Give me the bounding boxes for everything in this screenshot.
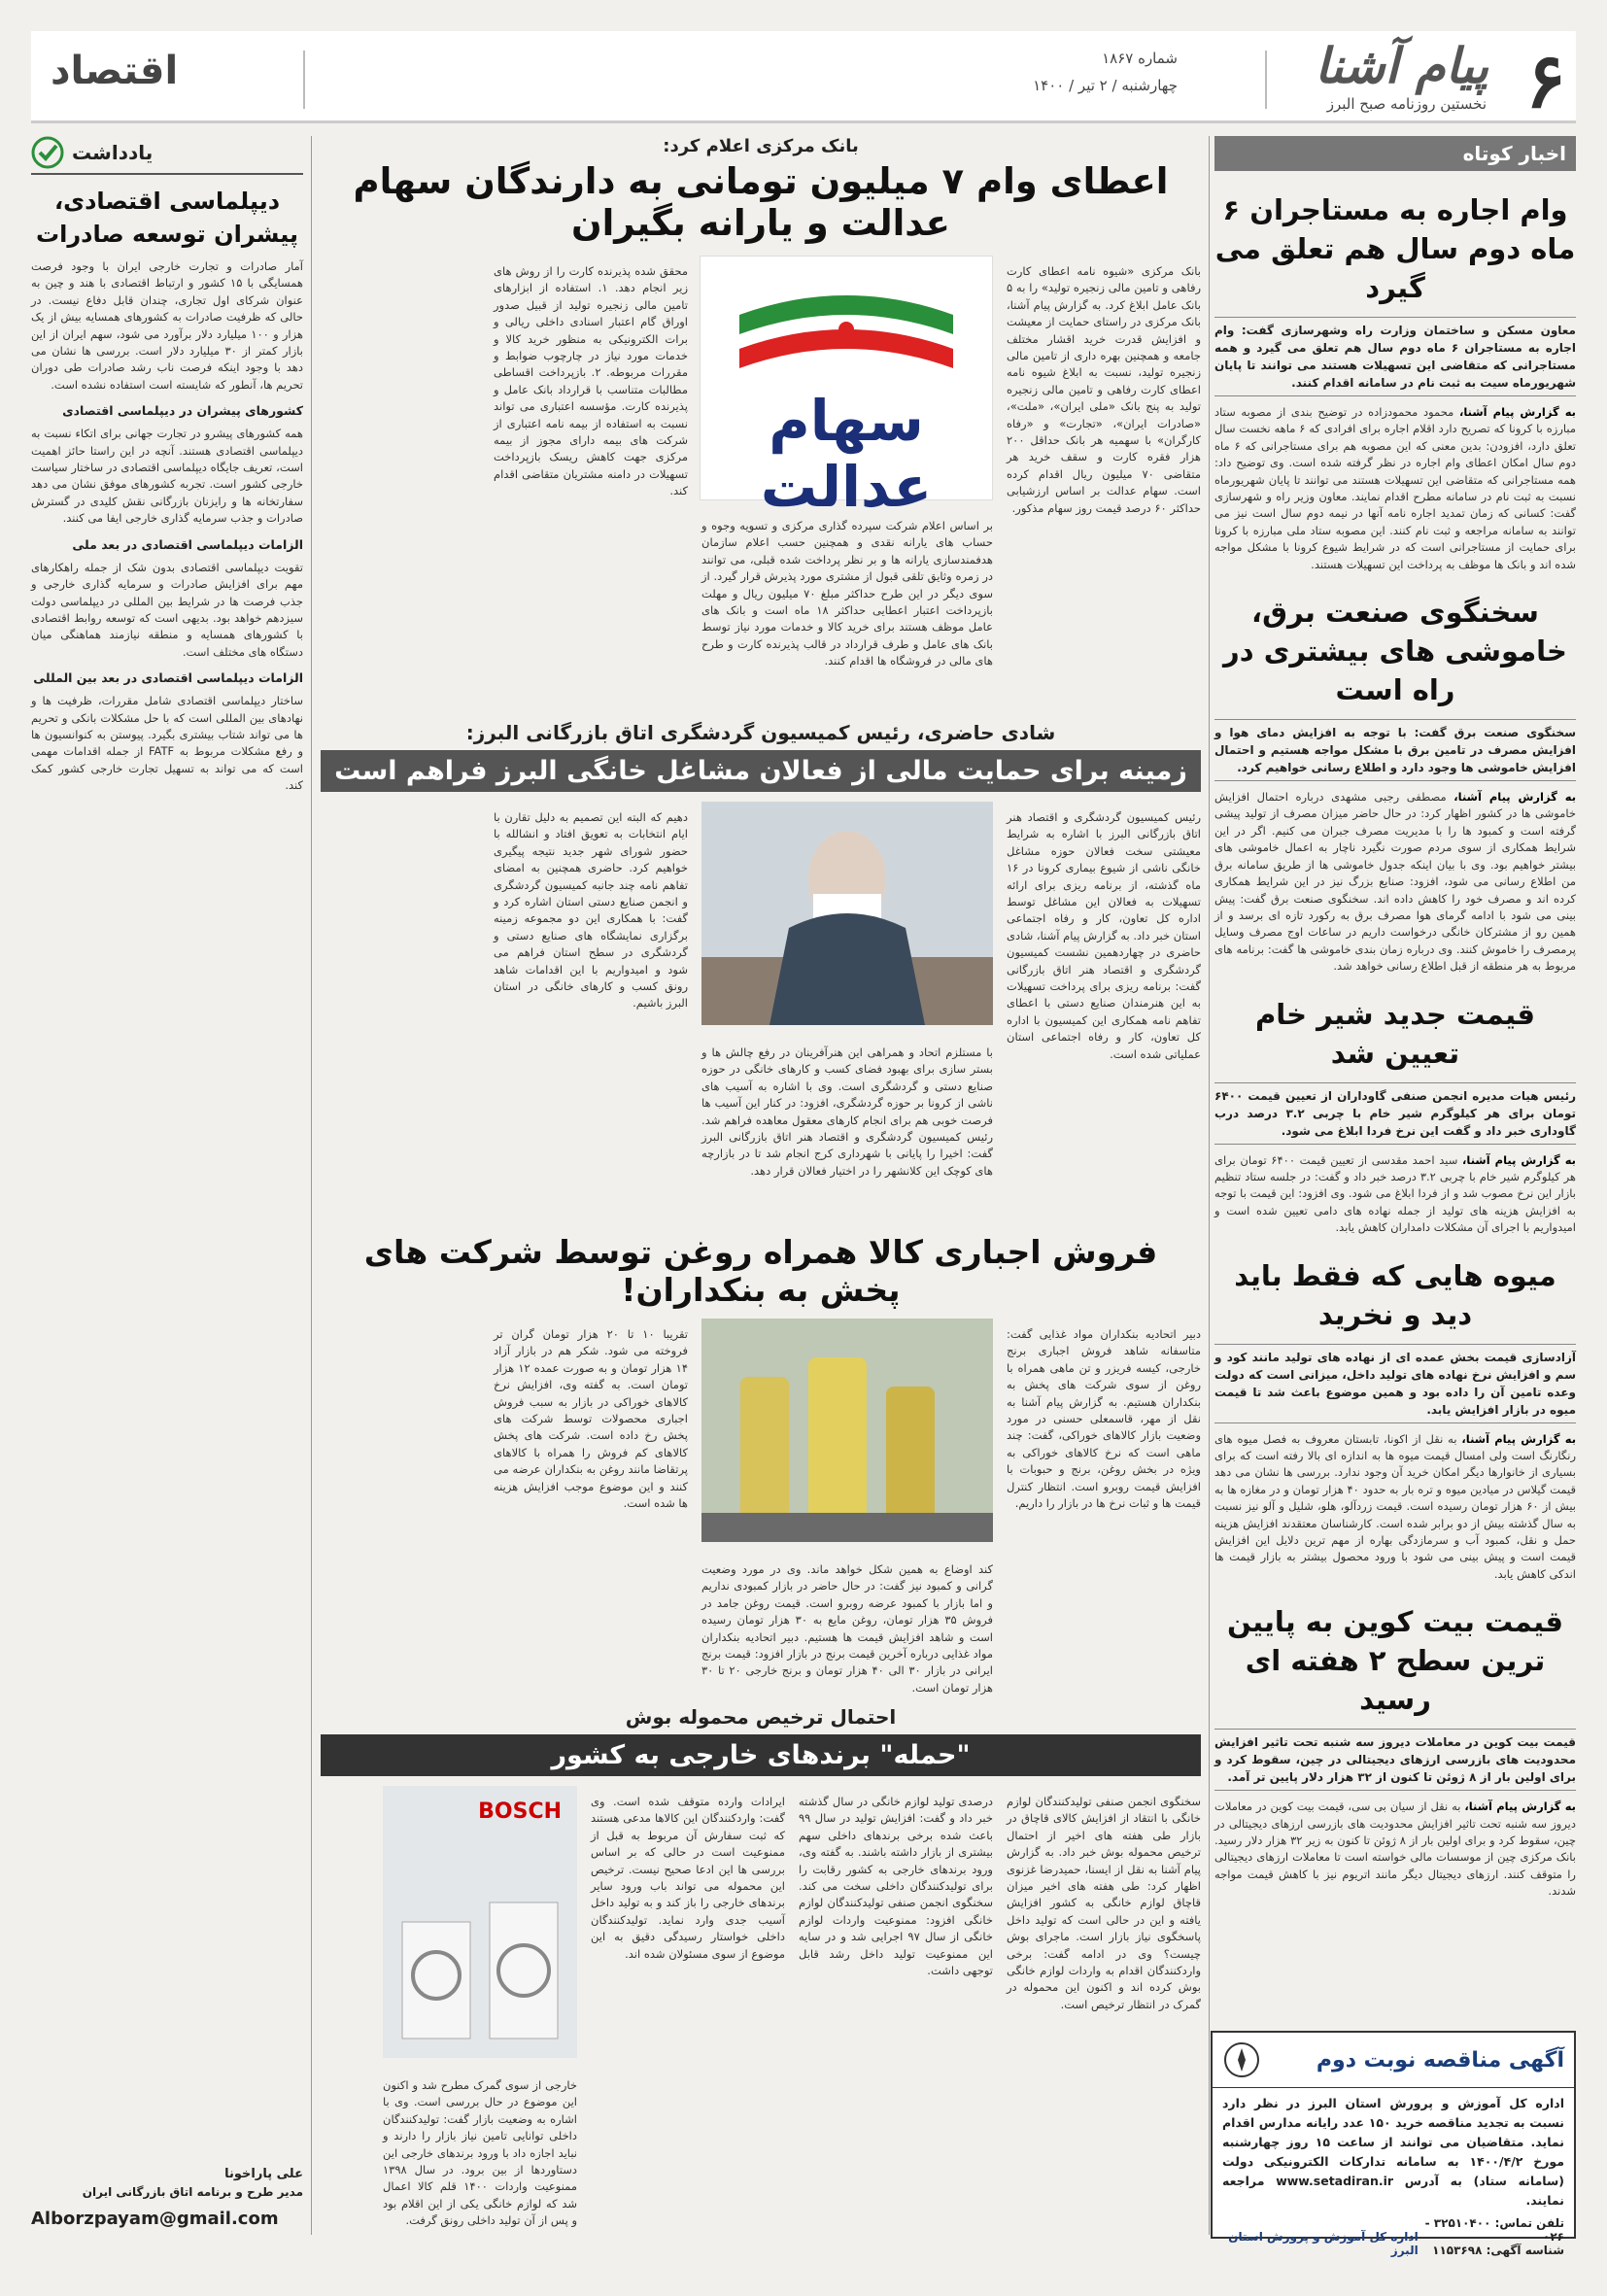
note-author-role: مدیر طرح و برنامه اتاق بازرگانی ایران bbox=[82, 2185, 303, 2199]
story-supertitle: شادی حاضری، رئیس کمیسیون گردشگری اتاق بازرگانی البرز: bbox=[465, 721, 1056, 744]
ad-org: اداره کل آموزش و پرورش استان البرز bbox=[1228, 2230, 1419, 2257]
column-divider bbox=[1209, 136, 1210, 2235]
note-author: علی پاراخونا bbox=[224, 2167, 303, 2181]
divider bbox=[303, 51, 305, 109]
story3-col1: دبیر اتحادیه بنکداران مواد غذایی گفت: متاسفانه شاهد فروش اجباری برنج خارجی، کیسه فریزر و تن ماهی همراه با روغن از سوی شرکت های پخش به بنکداران هستیم. به گزارش پیام آشنا به نقل از مهر، قاسمعلی حسنی در مورد وضعیت بازار کالاهای خوراکی، گفت: چند ماهی است که نرخ کالاهای خوراکی به ویژه در بخش روغن، برنج و حبوبات با افزایش قیمت روبرو است. انتظار کنترل قیمت ها و ثبات نرخ ها در بازار را داریم. bbox=[1007, 1327, 1201, 1511]
story-title: "حمله" برندهای خارجی به کشور bbox=[321, 1734, 1201, 1776]
story2-col1: رئیس کمیسیون گردشگری و اقتصاد هنر اتاق بازرگانی البرز با اشاره به شرایط معیشتی سخت فعالان حوزه مشاغل خانگی ناشی از شیوع بیماری کرونا در ۱۶ ماه گذشته، از برنامه ریزی برای ارائه تسهیلات به فعالان این مشاغل توسط اداره کل تعاون، کار و رفاه اجتماعی استان خبر داد. به گزارش پیام آشنا، شادی حاضری در چهاردهمین نشست کمیسیون گردشگری و اقتصاد هنر اتاق بازرگانی گفت: برنامه ریزی برای پرداخت تسهیلات به این هنرمندان صنایع دستی با اعطای تفاهم نامه همکاری این کمیسیون با اداره کل تعاون، کار و رفاه اجتماعی استان عملیاتی شده است. bbox=[1007, 810, 1201, 1061]
divider bbox=[1265, 51, 1267, 109]
note-subheading: کشورهای پیشران در دیپلماسی اقتصادی bbox=[62, 403, 303, 419]
article-lead: معاون مسکن و ساختمان وزارت راه وشهرسازی گفت: وام اجاره به مستاجران ۶ ماه دوم سال هم تعلق می گیرد و همه مستاجرانی که متقاضی این تسهیلات هستند می توانند تا پایان شهریورماه سیت به ثبت نام در سامانه اقدام کنند. bbox=[1214, 317, 1576, 396]
story2-col2: با مستلزم اتحاد و همراهی این هنرآفرینان در رفع چالش ها و بستر سازی برای بهبود فضای کسب و کارهای خانگی در حوزه صنایع دستی و گردشگری است. وی با اشاره به آسیب های ناشی از کرونا بر حوزه گردشگری، افزود: در کنار این آسیب ها فرصت خوبی هم برای انجام کارهای معقول معاهده فراهم شد. رئیس کمیسیون گردشگری و اقتصاد هنر اتاق بازرگانی البرز گفت: اخیرا را پایانی با شهرداری کرج انجام شد تا در بازارچه های کوچک این کلانشهر را در اختیار فعالان قرار دهد. bbox=[701, 1045, 993, 1178]
article-title: وام اجاره به مستاجران ۶ ماه دوم سال هم تعلق می گیرد bbox=[1214, 193, 1576, 304]
section-title: اقتصاد bbox=[51, 49, 179, 93]
main-story-col1: بانک مرکزی «شیوه نامه اعطای کارت رفاهی و تامین مالی زنجیره تولید» را به ۵ بانک عامل ابلاغ کرد. به گزارش پیام آشنا، بانک مرکزی در راستای حمایت از معیشت و افزایش قدرت خرید اقشار مختلف جامعه و همچنین بهره داری از تامین مالی زنجیره تولید، نسبت به ابلاغ شیوه نامه اعطای کارت رفاهی و تامین مالی زنجیره تولید به پنج بانک «ملی ایران»، «ملت»، «صادرات ایران»، «تجارت» و «رفاه کارگران» با سهمیه هر بانک حداقل ۲۰۰ هزار فقره کارت و سقف خرید هر متقاضی ۷۰ میلیون ریال اقدام کرده است. سهام عدالت بر اساس ارزشیابی حداکثر ۶۰ درصد قیمت روز سهام مذکور. bbox=[1007, 264, 1201, 515]
page-number: ۶ bbox=[1525, 37, 1566, 125]
article-title: قیمت جدید شیر خام تعیین شد bbox=[1255, 997, 1535, 1070]
note-paragraph: ساختار دیپلماسی اقتصادی شامل مقررات، ظرفیت ها و نهادهای بین المللی است که با حل مشکلات بانکی و تحریم ها می تواند شتاب بیشتری بگیرد. پیوستن به کنوانسیون ها و رفع مشکلات مربوط به FATF از جمله اقدامات مهمی است که می تواند به تسهیل تجارت خارجی کشور کمک کند. bbox=[31, 694, 303, 793]
speaker-photo bbox=[701, 802, 993, 1025]
article-lead: سخنگوی صنعت برق گفت: با توجه به افزایش دمای هوا و افزایش مصرف در تامین برق با مشکل مواجه هستیم و احتمال افزایش خاموشی ها وجود دارد و اطلاع رسانی خواهیم کرد. bbox=[1214, 719, 1576, 781]
article-lead: رئیس هیات مدیره انجمن صنفی گاوداران از تعیین قیمت ۶۴۰۰ تومان برای هر کیلوگرم شیر خام با چربی ۳.۲ درصد درب گاوداری خبر داد و گفت این نرخ فردا ابلاغ می شود. bbox=[1214, 1082, 1576, 1145]
article-title: قیمت بیت کوین به پایین ترین سطح ۲ هفته ای رسید bbox=[1227, 1605, 1563, 1717]
note-paragraph: آمار صادرات و تجارت خارجی ایران با وجود فرصت همسایگی با ۱۵ کشور و ارتباط اقتصادی با هند و چین به عنوان شرکای اول تجاری، چندان قابل دفاع نیست. در حالی که ظرفیت صادرات به کشورهای همسایه بیش از یک هزار و ۱۰۰ میلیارد دلار برآورد می شود، سهم ایران از این بازار کمتر از ۳۰ میلیارد دلار است. بررسی ها نشان می دهد با وجود اینکه فرصت ناب رشد صادرات طی دوران تحریم ها، آنطور که شایسته است استفاده نشده است. bbox=[31, 259, 303, 392]
tagline: نخستین روزنامه صبح البرز bbox=[1326, 95, 1487, 113]
story4-col1: سخنگوی انجمن صنفی تولیدکنندگان لوازم خانگی با انتقاد از افزایش کالای قاچاق در بازار طی هفته های اخیر از احتمال ترخیص محموله بوش خبر داد. به گزارش پیام آشنا به نقل از ایسنا، حمیدرضا غزنوی اظهار کرد: طی هفته های اخیر میزان قاچاق لوازم خانگی به کشور افزایش یافته و این در حالی است که تولید داخل پاسخگوی نیاز بازار است. ماجرای بوش چیست؟ وی در ادامه گفت: برخی واردکنندگان اقدام به واردات لوازم خانگی بوش کرده اند و اکنون این محموله در گمرک در انتظار ترخیص است. bbox=[1007, 1795, 1201, 2011]
article-body: به گزارش پیام آشنا، سید احمد مقدسی از تعیین قیمت ۶۴۰۰ تومان برای هر کیلوگرم شیر خام با چربی ۳.۲ درصد خبر داد و گفت: در جلسه ستاد تنظیم بازار این نرخ مصوب شد و از فردا ابلاغ می شود. وی افزود: این قیمت با توجه به افزایش هزینه های تولید از جمله نهاده های دامی تعیین شده است و امیدواریم با اجرای آن مشکلات دامداران کاهش یابد. bbox=[1214, 1152, 1576, 1235]
newspaper-logo: پیام آشنا bbox=[1315, 37, 1488, 94]
story3-col2: کند اوضاع به همین شکل خواهد ماند. وی در مورد وضعیت گرانی و کمبود نیز گفت: در حال حاضر در بازار کمبودی نداریم و اما بازار با کمبود عرضه روبرو است. قیمت روغن جامد در فروش ۳۵ هزار تومان، روغن مایع به ۳۰ هزار تومان رسیده است و شاهد افزایش قیمت ها هستیم. دبیر اتحادیه بنکداران مواد غذایی درباره آخرین قیمت برنج در بازار افزود: قیمت برنج ایرانی در بازار ۳۰ الی ۴۰ هزار تومان و برنج خارجی ۲۰ تا ۳۰ هزار تومان است. bbox=[701, 1562, 994, 1695]
sahame-edalat-logo bbox=[700, 256, 993, 520]
note-title: دیپلماسی اقتصادی، پیشران توسعه صادرات bbox=[35, 188, 299, 248]
editorial-column bbox=[31, 136, 303, 795]
article-lead: قیمت بیت کوین در معاملات دیروز سه شنبه تحت تاثیر افزایش محدودیت های بازرسی ارزهای دیجیتالی در چین، سقوط کرد و برای اولین بار از ۸ ژوئن تا کنون از ۳۲ هزار دلار پایین تر آمد. bbox=[1214, 1729, 1576, 1791]
emblem-icon bbox=[1222, 2040, 1261, 2079]
column-divider bbox=[311, 136, 312, 2235]
story-foreign-brands bbox=[321, 1705, 1201, 2252]
story-title: فروش اجباری کالا همراه روغن توسط شرکت های پخش به بنکداران! bbox=[363, 1233, 1158, 1309]
checkmark-icon bbox=[31, 136, 64, 169]
ad-code: شناسه آگهی: ۱۱۵۳۶۹۸ bbox=[1432, 2244, 1564, 2257]
story-forced-sales bbox=[321, 1229, 1201, 1746]
article-title: سخنگوی صنعت برق، خاموشی های بیشتری در راه است bbox=[1223, 596, 1567, 707]
story2-col3: دهیم که البته این تصمیم به دلیل تقارن با ایام انتخابات به تعویق افتاد و انشالله با حضور شورای شهر جدید نتیجه پیگیری خواهیم کرد. حاضری همچنین به امضای تفاهم نامه چند جانبه کمیسیون گردشگری و انجمن صنایع دستی استان اشاره کرد و گفت: با همکاری این دو مجموعه زمینه برگزاری نمایشگاه های صنایع دستی و گردشگری در سطح استان فراهم می شود و امیدواریم با این اقدامات شاهد رونق کسب و کارهای خانگی در استان البرز باشیم. bbox=[494, 810, 688, 1011]
story-supertitle: بانک مرکزی اعلام کرد: bbox=[663, 136, 859, 156]
contact-email[interactable]: Alborzpayam@gmail.com bbox=[31, 2209, 279, 2229]
article-body: به گزارش پیام آشنا، محمود محمودزاده در توضیح بندی از مصوبه ستاد مبارزه با کرونا که تصریح دارد اقلام اجاره برای افرادی که ۶ ماهه نخست سال تعلق دارد، افزودن: بدین معنی که این مصوبه هم برای مستاجرانی که ۶ ماه دوم سال امکان اعطای وام اجاره در نظر گرفته شده است. وی توضیح داد: همه مستاجرانی که متقاضی این تسهیلات هستند می توانند تا پایان شهریورماه نسبت به ثبت نام در سامانه مطرح اقدام نمایند. معاون وزیر راه و شهرسازی گفت: کسانی که زمان تمدید اجاره نامه آنها در نیمه دوم سال است نیز می توانند به سامانه مراجعه و ثبت نام کنند. این مصوبه ستاد ملی مبارزه با کرونا برای حمایت از مستاجرانی است که در شرایط شیوع کرونا با مشکل مواجه شده اند و بانک ها موظف به پرداخت این تسهیلات هستند. bbox=[1214, 405, 1577, 571]
ad-text: اداره کل آموزش و پرورش استان البرز در نظر دارد نسبت به تجدید مناقصه خرید ۱۵۰ عدد رایانه مدارس اقدام نماید. متقاضیان می توانند از ساعت ۱۵ روز چهارشنبه مورخ ۱۴۰۰/۴/۲ به سامانه تدارکات الکترونیکی دولت (سامانه ستاد) به آدرس www.setadiran.ir مراجعه نمایند. bbox=[1222, 2096, 1565, 2208]
note-subheading: الزامات دیپلماسی اقتصادی در بعد ملی bbox=[72, 536, 303, 552]
note-paragraph: تقویت دیپلماسی اقتصادی بدون شک از جمله راهکارهای مهم برای افزایش صادرات و سرمایه گذاری خارجی و جذب فرصت ها در شرایط بین المللی در دیپلماسی دولت سیزدهم خواهد بود. بدیهی است که توسعه روابط اقتصادی با کشورهای همسایه و منطقه نیازمند هماهنگی میان دستگاه های مختلف است. bbox=[31, 560, 303, 659]
main-story-col2: بر اساس اعلام شرکت سپرده گذاری مرکزی و تسویه وجوه و حساب های یارانه نقدی و همچنین حسب اعلام سازمان هدفمندسازی یارانه ها و بر نظر پرداخت شده قبلی، می توانند در زمره وثایق تلقی قبول از مشتری مورد پذیرش قرار گیرد. از سوی دیگر در این طرح حداکثر مبلغ ۷۰ میلیون ریال و مهلت بازپرداخت اعتبار اعطایی حداکثر ۱۸ ماه است و بانک های عامل موظف هستند برای خرید کالا و خدمات مورد نیاز توسط بانک های عامل و طرف قرارداد در قالب پذیرنده کارت و طرح های مالی در فروشگاه ها اقدام کنند. bbox=[701, 519, 993, 668]
article-lead: آزادسازی قیمت بخش عمده ای از نهاده های تولید مانند کود و سم و افزایش نرخ نهاده های تولید داخل، میزانی است که دولت وعده تامین آن را داده بود و همین موضوع باعث شد تا قیمت میوه در بازار افزایش یابد. bbox=[1214, 1344, 1576, 1423]
note-subheading: الزامات دیپلماسی اقتصادی در بعد بین المللی bbox=[33, 670, 303, 686]
main-story-col3: محقق شده پذیرنده کارت را از روش های زیر انجام دهد. ۱. استفاده از ابزارهای تامین مالی زنجیره تولید از قبیل صدور اوراق گام اعتبار اسنادی داخلی ریالی و برات الکترونیکی به منظور خرید کالا و خدمات مورد نیاز در چارچوب ضوابط و مقررات مربوطه. ۲. بازپرداخت اقساطی مطالبات متناسب با قرارداد بانک عامل و پذیرنده کارت. مؤسسه اعتباری می تواند نسبت به استفاده از بیمه نامه اعتباری از شرکت های بیمه دارای مجوز از بیمه مرکزی جهت کاهش ریسک بازپرداخت تسهیلات در دامنه مشتریان متقاضی اقدام کند. bbox=[494, 264, 688, 498]
tender-ad bbox=[1211, 2031, 1576, 2257]
story-title: اعطای وام ۷ میلیون تومانی به دارندگان سهام عدالت و یارانه بگیران bbox=[353, 160, 1169, 244]
short-news-column bbox=[1214, 136, 1576, 1901]
issue-number: شماره ۱۸۶۷ bbox=[1102, 50, 1178, 67]
story4-col3: ایرادات وارده متوقف شده است. وی گفت: واردکنندگان این کالاها مدعی هستند که ثبت سفارش آن مربوط به قبل از ممنوعیت است در حالی که بر اساس بررسی ها این ادعا صحیح نیست. ترخیص این محموله می تواند باب ورود سایر برندهای خارجی را باز کند و به تولید داخل آسیب جدی وارد نماید. تولیدکنندگان داخلی خواستار رسیدگی دقیق به این موضوع از سوی مسئولان شده اند. bbox=[591, 1795, 785, 1961]
note-author-block bbox=[31, 2167, 303, 2229]
ad-phone: تلفن تماس: ۳۲۵۱۰۴۰۰ - ۰۲۶ bbox=[1424, 2216, 1564, 2244]
story4-col4: خارجی از سوی گمرک مطرح شد و اکنون این موضوع در حال بررسی است. وی با اشاره به وضعیت بازار گفت: تولیدکنندگان داخلی توانایی تامین نیاز بازار را دارند و نباید اجازه داد با ورود برندهای خارجی این دستاوردها از بین برود. در سال ۱۳۹۸ ممنوعیت واردات ۱۴۰۰ قلم کالا اعمال شد که لوازم خانگی یکی از این اقلام بود و پس از آن تولید داخلی رونق گرفت. bbox=[383, 2078, 577, 2228]
article-body: به گزارش پیام آشنا، به نقل از اکونا، تابستان معروف به فصل میوه های رنگارنگ است ولی امسال قیمت میوه ها به اندازه ای بالا رفته است که برای بسیاری از خانوارها دیگر امکان خرید آن وجود ندارد. بررسی ها نشان می دهد قیمت گیلاس در میادین میوه و تره بار به حدود ۴۰ هزار تومان و در مغازه ها به بیش از ۶۰ هزار تومان رسیده است. قیمت زردآلو، هلو، شلیل و آلو نیز نسبت به سال گذشته بیش از دو برابر شده است. کارشناسان معتقدند افزایش هزینه حمل و نقل، کمبود آب و سرمازدگی بهاره از مهم ترین دلایل این افزایش قیمت است و پیش بینی می شود با ورود محصول بیشتر به بازار قیمت ها اندکی کاهش یابد. bbox=[1214, 1431, 1577, 1581]
story-handicrafts bbox=[321, 721, 1201, 1229]
story4-col2: درصدی تولید لوازم خانگی در سال گذشته خبر داد و گفت: افزایش تولید در سال ۹۹ باعث شده برخی برندهای داخلی سهم بیشتری از بازار داشته باشند. به گفته وی، ورود برندهای خارجی به کشور رقابت را برای تولیدکنندگان داخلی سخت می کند. سخنگوی انجمن صنفی تولیدکنندگان لوازم خانگی افزود: ممنوعیت واردات لوازم خانگی از سال ۹۷ اجرایی شد و در سایه این ممنوعیت تولید داخل رشد قابل توجهی داشت. bbox=[799, 1795, 993, 1978]
note-paragraph: همه کشورهای پیشرو در تجارت جهانی برای اتکاء نسبت به دیپلماسی اقتصادی هستند. آنچه در این راستا حائز اهمیت است، تعریف جایگاه دیپلماسی اقتصادی در ساختار سیاست خارجی کشور است. تجربه کشورهای موفق نشان می دهد سفارتخانه ها و رایزنان بازرگانی نقش کلیدی در گسترش صادرات و جذب سرمایه گذاری خارجی ایفا می کنند. bbox=[31, 427, 303, 526]
issue-date: چهارشنبه / ۲ تیر / ۱۴۰۰ bbox=[1033, 77, 1178, 94]
main-story bbox=[321, 136, 1201, 741]
note-label: یادداشت bbox=[72, 141, 154, 164]
article-title: میوه هایی که فقط باید دید و نخرید bbox=[1234, 1258, 1556, 1331]
story-supertitle: احتمال ترخیص محموله بوش bbox=[625, 1705, 897, 1729]
logo-text: سهام عدالت bbox=[760, 388, 933, 520]
article-body: به گزارش پیام آشنا، به نقل از سیان بی سی، قیمت بیت کوین در معاملات دیروز سه شنبه تحت تاثیر افزایش محدودیت های بازرسی ارزهای دیجیتالی در چین، سقوط کرد و برای اولین بار از ۸ ژوئن تا کنون به زیر ۳۲ هزار دلار رسید. بانک مرکزی چین از موسسات مالی خواسته است تا معاملات ارزهای دیجیتالی را متوقف کنند. ارزهای دیجیتال دیگر مانند اتریوم نیز با کاهش قیمت مواجه شدند. bbox=[1214, 1799, 1577, 1899]
appliances-photo bbox=[383, 1786, 577, 2058]
story3-col3: تقریبا ۱۰ تا ۲۰ هزار تومان گران تر فروخته می شود. شکر هم در بازار آزاد ۱۴ هزار تومان و به صورت عمده ۱۲ هزار تومان است. به گفته وی، افزایش نرخ کالاهای خوراکی در بازار به سبب فروش اجباری محصولات توسط شرکت های پخش رخ داده است. شرکت های پخش کالاهای کم فروش را همراه با کالاهای پرتقاضا مانند روغن به بنکداران عرضه می کنند و این موضوع موجب افزایش هزینه ها شده است. bbox=[494, 1327, 688, 1511]
note-header bbox=[31, 136, 303, 175]
brand-label: BOSCH bbox=[478, 1799, 562, 1824]
short-news-heading: اخبار کوتاه bbox=[1214, 136, 1576, 171]
ad-title: آگهی مناقصه نوبت دوم bbox=[1316, 2047, 1564, 2073]
story-title: زمینه برای حمایت مالی از فعالان مشاغل خانگی البرز فراهم است bbox=[321, 750, 1201, 792]
article-body: به گزارش پیام آشنا، مصطفی رجبی مشهدی درباره احتمال افزایش خاموشی ها در کشور اظهار کرد: در حال حاضر میزان مصرف از تولید پیشی گرفته است و کمبود ها را با مدیریت مصرف جبران می کنیم. اگر در این شرایط همکاری از سوی مردم صورت نگیرد ناچار به اعمال خاموشی های بیشتر خواهیم بود. وی با بیان اینکه جدول خاموشی ها از طریق سامانه برق من اطلاع رسانی می شود، افزود: صنایع بزرگ نیز در این شرایط همکاری کرده اند و مصرف خود را کاهش داده اند. سخنگوی صنعت برق گفت: پیش بینی می شود با ادامه گرمای هوا مصرف برق به رکورد تازه ای برسد و از همین رو از مشترکان خانگی درخواست داریم در ساعات اوج مصرف وسایل پرمصرف را خاموش کنند. وی درباره زمان بندی خاموشی ها گفت: برنامه های مربوط به هر منطقه از قبل اطلاع رسانی خواهد شد. bbox=[1214, 790, 1577, 974]
issue-info bbox=[1033, 31, 1178, 99]
masthead bbox=[31, 31, 1576, 123]
oil-bottles-photo bbox=[701, 1319, 993, 1542]
